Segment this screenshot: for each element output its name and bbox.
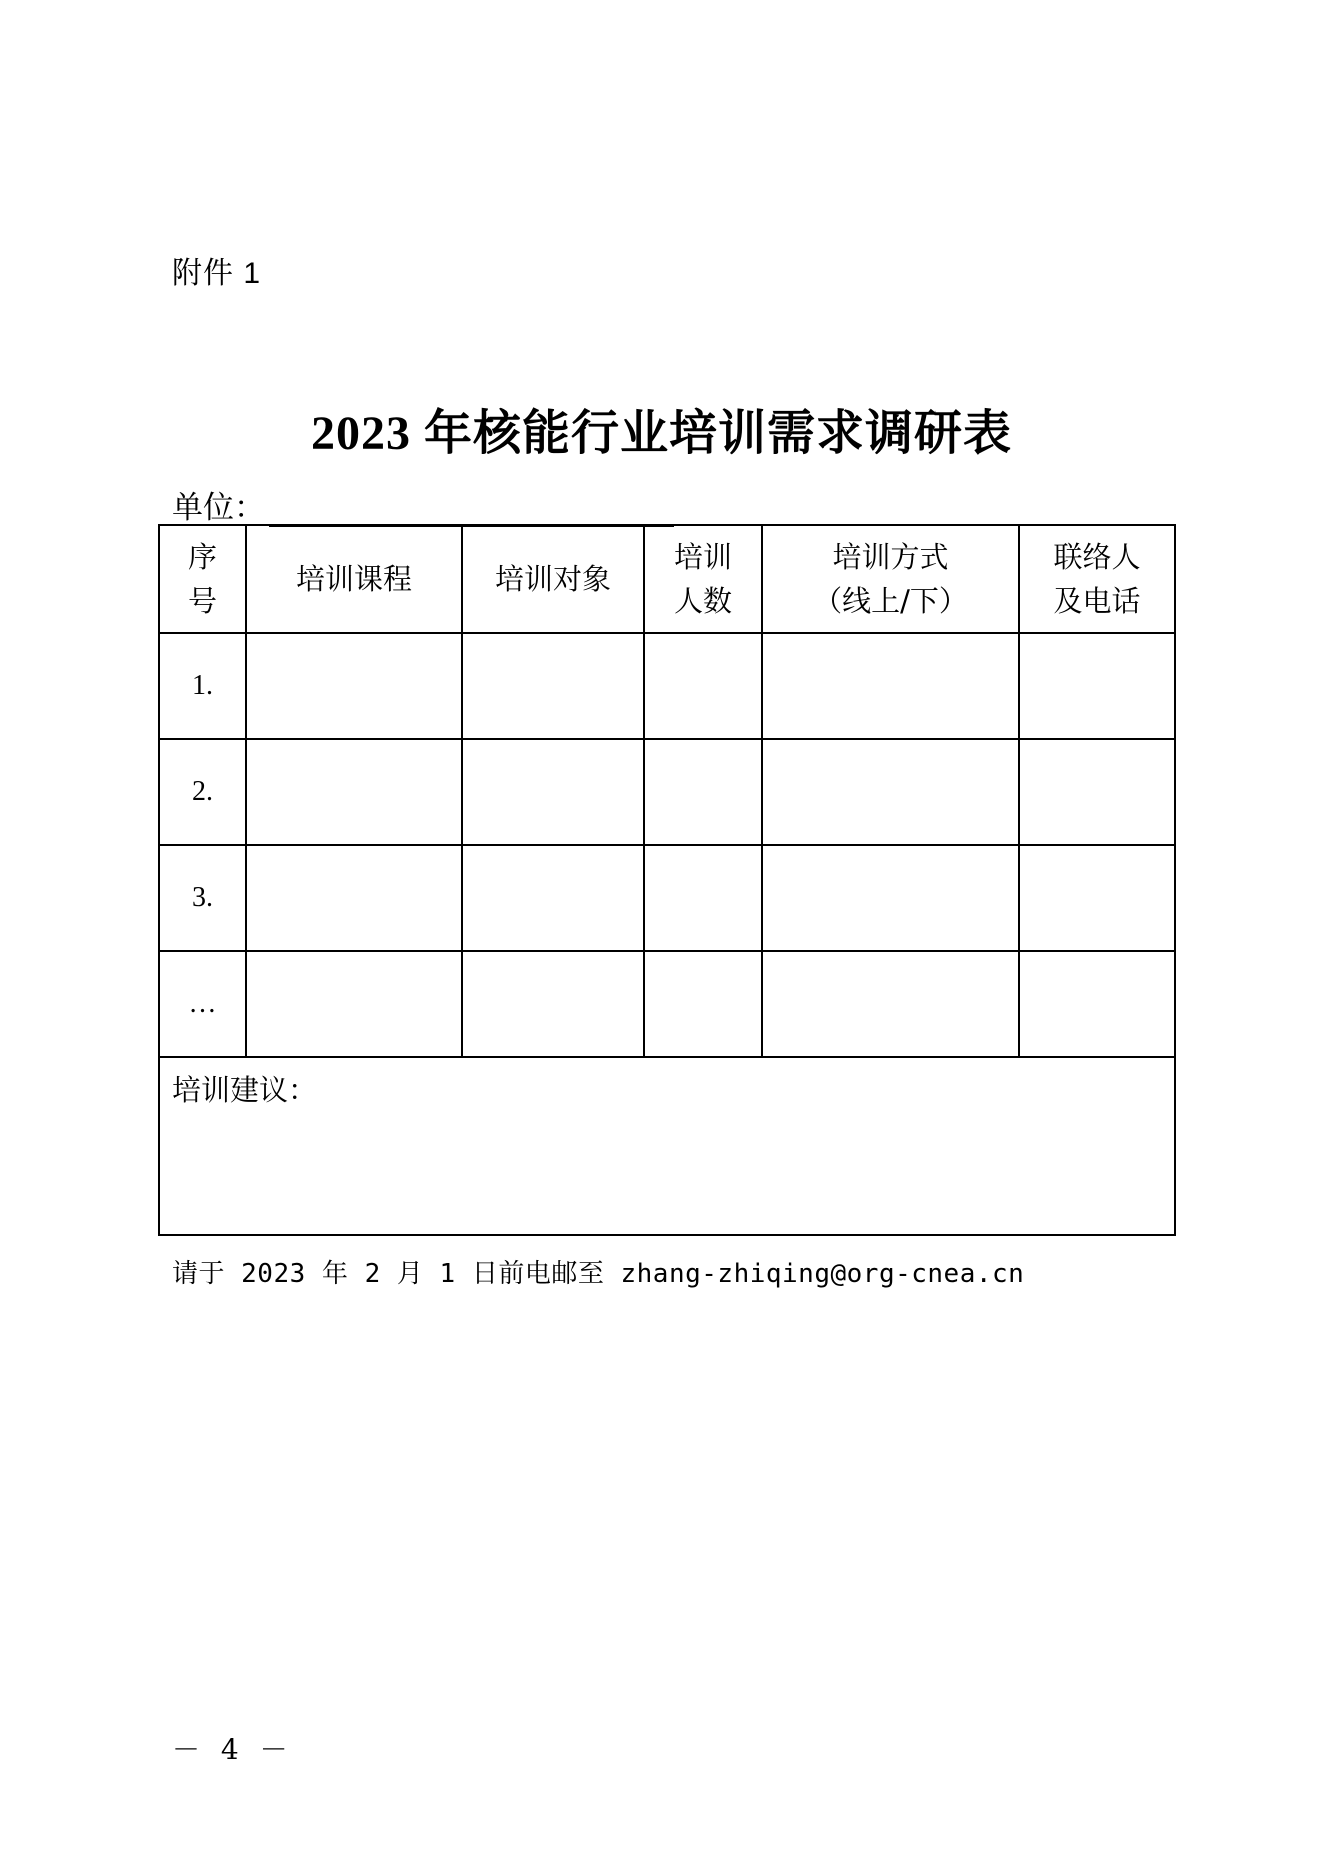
header-count	[644, 525, 762, 633]
cell-course[interactable]	[246, 845, 462, 951]
submission-note: 请于 2023 年 2 月 1 日前电邮至 zhang-zhiqing@org-cnea.cn	[172, 1259, 1025, 1289]
unit-field	[172, 482, 674, 527]
header-count-line1: 培训	[673, 540, 732, 574]
cell-contact[interactable]	[1019, 633, 1175, 739]
unit-input-line[interactable]	[269, 489, 674, 527]
document-title: 2023 年核能行业培训需求调研表	[310, 407, 1012, 460]
unit-label: 单位：	[172, 490, 265, 525]
header-contact	[1019, 525, 1175, 633]
cell-mode[interactable]	[762, 845, 1019, 951]
cell-contact[interactable]	[1019, 951, 1175, 1057]
table-row	[159, 845, 1175, 951]
suggestion-label: 培训建议：	[172, 1073, 318, 1107]
survey-table	[158, 524, 1176, 1236]
header-mode-line1: 培训方式	[832, 540, 949, 574]
cell-mode[interactable]	[762, 739, 1019, 845]
suggestion-row	[159, 1057, 1175, 1235]
cell-count[interactable]	[644, 739, 762, 845]
header-seq-line1: 序	[187, 540, 217, 574]
header-count-line2: 人数	[673, 584, 732, 618]
table-row	[159, 633, 1175, 739]
cell-count[interactable]	[644, 951, 762, 1057]
attachment-label: 附件 1	[172, 257, 262, 290]
header-seq	[159, 525, 246, 633]
cell-count[interactable]	[644, 845, 762, 951]
row-seq: 3.	[159, 845, 246, 951]
header-seq-line2: 号	[187, 584, 217, 618]
cell-contact[interactable]	[1019, 739, 1175, 845]
cell-course[interactable]	[246, 739, 462, 845]
header-mode-line2: （线上/下）	[813, 584, 968, 618]
table-header-row	[159, 525, 1175, 633]
cell-mode[interactable]	[762, 951, 1019, 1057]
table-row	[159, 951, 1175, 1057]
header-audience: 培训对象	[462, 525, 644, 633]
page-number: － 4 －	[172, 1733, 294, 1766]
cell-course[interactable]	[246, 633, 462, 739]
cell-audience[interactable]	[462, 845, 644, 951]
cell-audience[interactable]	[462, 739, 644, 845]
row-seq: …	[159, 951, 246, 1057]
cell-mode[interactable]	[762, 633, 1019, 739]
row-seq: 1.	[159, 633, 246, 739]
suggestion-cell[interactable]	[159, 1057, 1175, 1235]
cell-contact[interactable]	[1019, 845, 1175, 951]
header-contact-line1: 联络人	[1053, 540, 1141, 574]
header-mode	[762, 525, 1019, 633]
header-course: 培训课程	[246, 525, 462, 633]
cell-audience[interactable]	[462, 633, 644, 739]
cell-course[interactable]	[246, 951, 462, 1057]
table-row	[159, 739, 1175, 845]
row-seq: 2.	[159, 739, 246, 845]
cell-audience[interactable]	[462, 951, 644, 1057]
cell-count[interactable]	[644, 633, 762, 739]
header-contact-line2: 及电话	[1053, 584, 1141, 618]
